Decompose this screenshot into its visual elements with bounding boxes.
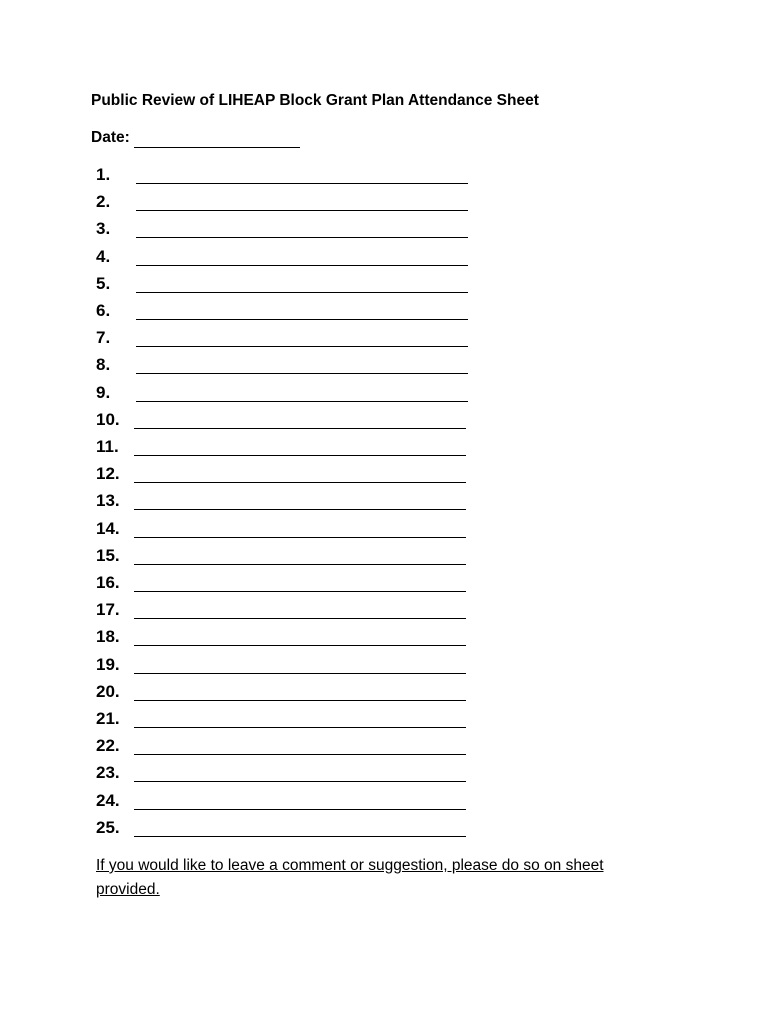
row-number: 11. xyxy=(96,437,119,456)
signature-line[interactable] xyxy=(136,401,468,402)
row-number: 5. xyxy=(96,273,111,293)
signature-line[interactable] xyxy=(136,319,468,320)
signature-line[interactable] xyxy=(134,673,466,674)
attendance-row xyxy=(0,573,770,600)
signature-line[interactable] xyxy=(134,809,466,810)
row-number: 4. xyxy=(96,246,111,266)
row-number: 9. xyxy=(96,382,111,402)
attendance-row xyxy=(0,709,770,736)
attendance-row xyxy=(0,301,770,328)
attendance-row xyxy=(0,791,770,818)
row-number: 21. xyxy=(96,709,120,728)
row-number: 25. xyxy=(96,817,120,837)
attendance-row xyxy=(0,328,770,355)
signature-line[interactable] xyxy=(134,645,466,646)
signature-line[interactable] xyxy=(134,700,466,701)
row-number: 20. xyxy=(96,681,120,701)
signature-line[interactable] xyxy=(134,836,466,837)
attendance-row xyxy=(0,546,770,573)
attendance-row xyxy=(0,383,770,410)
row-number: 12. xyxy=(96,464,120,484)
signature-line[interactable] xyxy=(134,564,466,565)
signature-line[interactable] xyxy=(134,428,466,429)
comment-note: If you would like to leave a comment or suggestion, please do so on sheet provided. xyxy=(96,857,604,898)
row-number: 15. xyxy=(96,545,120,565)
row-number: 17. xyxy=(96,600,120,620)
attendance-row xyxy=(0,736,770,763)
signature-line[interactable] xyxy=(134,781,466,782)
row-number: 19. xyxy=(96,654,120,674)
attendance-row xyxy=(0,763,770,790)
attendance-row xyxy=(0,437,770,464)
attendance-row xyxy=(0,464,770,491)
signature-line[interactable] xyxy=(136,237,468,238)
attendance-row xyxy=(0,682,770,709)
attendance-row xyxy=(0,600,770,627)
signature-line[interactable] xyxy=(134,537,466,538)
attendance-row xyxy=(0,219,770,246)
attendance-row xyxy=(0,655,770,682)
row-number: 14. xyxy=(96,518,120,538)
attendance-row xyxy=(0,519,770,546)
row-number: 18. xyxy=(96,627,120,647)
row-number: 7. xyxy=(96,328,111,348)
row-number: 2. xyxy=(96,192,111,212)
attendance-row xyxy=(0,247,770,274)
attendance-row xyxy=(0,192,770,219)
page-title: Public Review of LIHEAP Block Grant Plan Attendance Sheet xyxy=(91,92,539,109)
date-label: Date: xyxy=(91,129,130,146)
attendance-row xyxy=(0,410,770,437)
signature-line[interactable] xyxy=(136,373,468,374)
attendance-row xyxy=(0,274,770,301)
attendance-row xyxy=(0,627,770,654)
row-number: 16. xyxy=(96,573,120,592)
signature-line[interactable] xyxy=(134,509,466,510)
signature-line[interactable] xyxy=(134,727,466,728)
signature-line[interactable] xyxy=(134,754,466,755)
signature-line[interactable] xyxy=(134,482,466,483)
row-number: 24. xyxy=(96,790,120,810)
date-field-line[interactable] xyxy=(134,147,300,148)
row-number: 13. xyxy=(96,491,120,511)
signature-line[interactable] xyxy=(134,591,466,592)
signature-line[interactable] xyxy=(136,210,468,211)
signature-line[interactable] xyxy=(134,618,466,619)
row-number: 10. xyxy=(96,409,120,429)
attendance-row xyxy=(0,818,770,845)
signature-line[interactable] xyxy=(136,265,468,266)
row-number: 22. xyxy=(96,736,120,756)
row-number: 8. xyxy=(96,355,111,375)
attendance-row xyxy=(0,355,770,382)
attendance-row xyxy=(0,165,770,192)
signature-line[interactable] xyxy=(136,292,468,293)
attendance-row xyxy=(0,491,770,518)
signature-line[interactable] xyxy=(136,346,468,347)
row-number: 3. xyxy=(96,219,111,239)
row-number: 6. xyxy=(96,301,111,320)
signature-line[interactable] xyxy=(136,183,468,184)
row-number: 23. xyxy=(96,763,120,783)
signature-line[interactable] xyxy=(134,455,466,456)
row-number: 1. xyxy=(96,165,111,184)
